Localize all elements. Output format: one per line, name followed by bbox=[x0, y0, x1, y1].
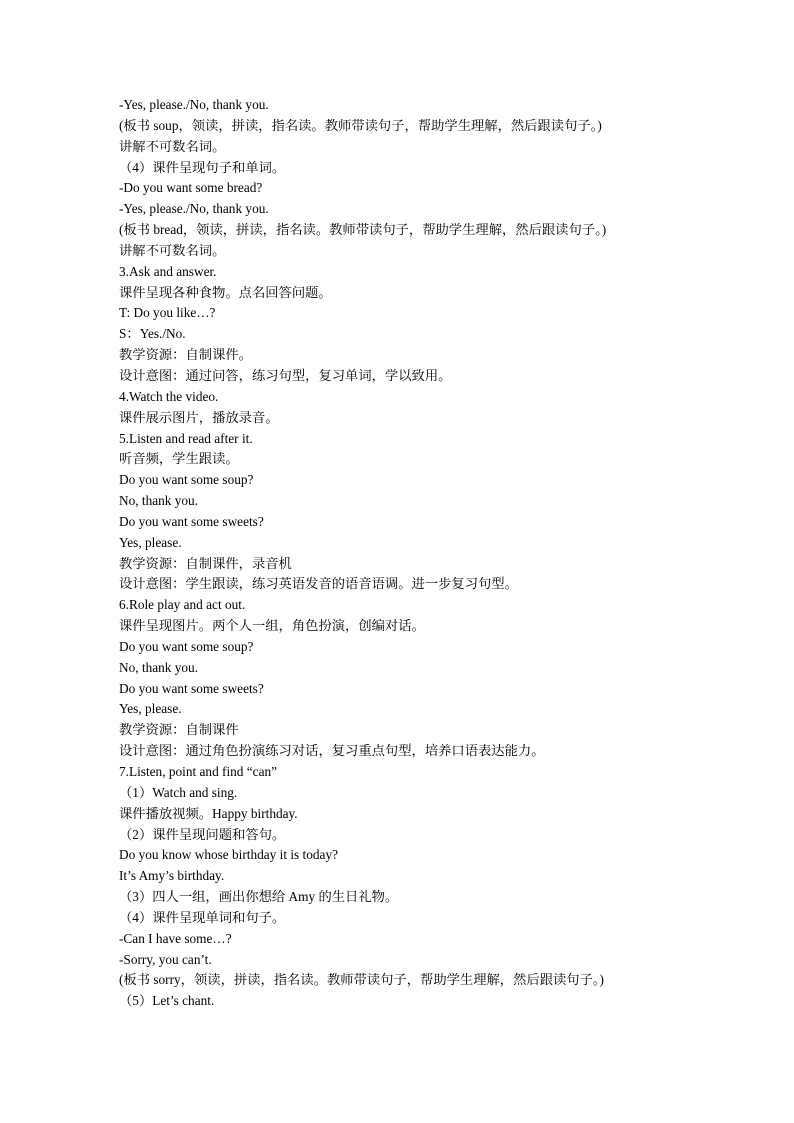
text-line: 设计意图：学生跟读，练习英语发音的语音语调。进一步复习句型。 bbox=[119, 576, 518, 592]
text-line: 7.Listen, point and find “can” bbox=[119, 764, 278, 779]
text-line: No, thank you. bbox=[119, 659, 199, 675]
text-line: It’s Amy’s birthday. bbox=[119, 868, 225, 884]
text-line: T: Do you like…? bbox=[119, 305, 216, 321]
text-line: （2）课件呈现问题和答句。 bbox=[119, 826, 286, 842]
text-line: (板书 soup，领读，拼读，指名读。教师带读句子，帮助学生理解，然后跟读句子。) bbox=[119, 117, 602, 133]
text-line: 教学资源：自制课件 bbox=[119, 722, 239, 738]
text-line: 6.Role play and act out. bbox=[119, 597, 246, 613]
text-line: 教学资源：自制课件，录音机 bbox=[119, 555, 292, 571]
text-line: （3）四人一组，画出你想给 Amy 的生日礼物。 bbox=[119, 889, 399, 905]
text-line: (板书 sorry，领读，拼读，指名读。教师带读句子，帮助学生理解，然后跟读句子。) bbox=[119, 972, 604, 988]
text-line: （1）Watch and sing. bbox=[119, 784, 238, 800]
text-line: 听音频，学生跟读。 bbox=[119, 451, 239, 467]
text-line: -Sorry, you can’t. bbox=[119, 951, 212, 967]
text-line: 课件播放视频。Happy birthday. bbox=[119, 805, 298, 821]
text-line: 讲解不可数名词。 bbox=[119, 138, 226, 154]
text-line: 4.Watch the video. bbox=[119, 388, 219, 404]
text-line: 教学资源：自制课件。 bbox=[119, 347, 252, 363]
text-line: -Can I have some…? bbox=[119, 930, 232, 946]
text-line: Yes, please. bbox=[119, 701, 182, 717]
text-line: S：Yes./No. bbox=[119, 326, 186, 342]
text-line: Do you want some soup? bbox=[119, 472, 254, 488]
text-line: -Do you want some bread? bbox=[119, 180, 263, 196]
text-line: No, thank you. bbox=[119, 493, 199, 509]
text-line: (板书 bread，领读，拼读，指名读。教师带读句子，帮助学生理解，然后跟读句子。) bbox=[119, 222, 607, 238]
text-line: 课件呈现图片。两个人一组，角色扮演，创编对话。 bbox=[119, 618, 425, 634]
text-line: （4）课件呈现句子和单词。 bbox=[119, 159, 286, 175]
text-line: Do you want some soup? bbox=[119, 638, 254, 654]
text-line: 3.Ask and answer. bbox=[119, 263, 217, 279]
text-line: Do you want some sweets? bbox=[119, 513, 264, 529]
text-line: 5.Listen and read after it. bbox=[119, 430, 253, 446]
text-line: 讲解不可数名词。 bbox=[119, 242, 226, 258]
text-line: -Yes, please./No, thank you. bbox=[119, 201, 269, 217]
text-line: Do you know whose birthday it is today? bbox=[119, 847, 339, 863]
text-line: 课件展示图片，播放录音。 bbox=[119, 409, 279, 425]
text-line: 设计意图：通过问答，练习句型，复习单词，学以致用。 bbox=[119, 367, 452, 383]
text-line: 课件呈现各种食物。点名回答问题。 bbox=[119, 284, 332, 300]
text-line: （5）Let’s chant. bbox=[119, 993, 215, 1009]
text-line: 设计意图：通过角色扮演练习对话，复习重点句型，培养口语表达能力。 bbox=[119, 743, 545, 759]
text-line: -Yes, please./No, thank you. bbox=[119, 97, 269, 112]
text-line: （4）课件呈现单词和句子。 bbox=[119, 909, 286, 925]
text-line: Do you want some sweets? bbox=[119, 680, 264, 696]
document-page bbox=[119, 95, 679, 1012]
text-line: Yes, please. bbox=[119, 534, 182, 550]
